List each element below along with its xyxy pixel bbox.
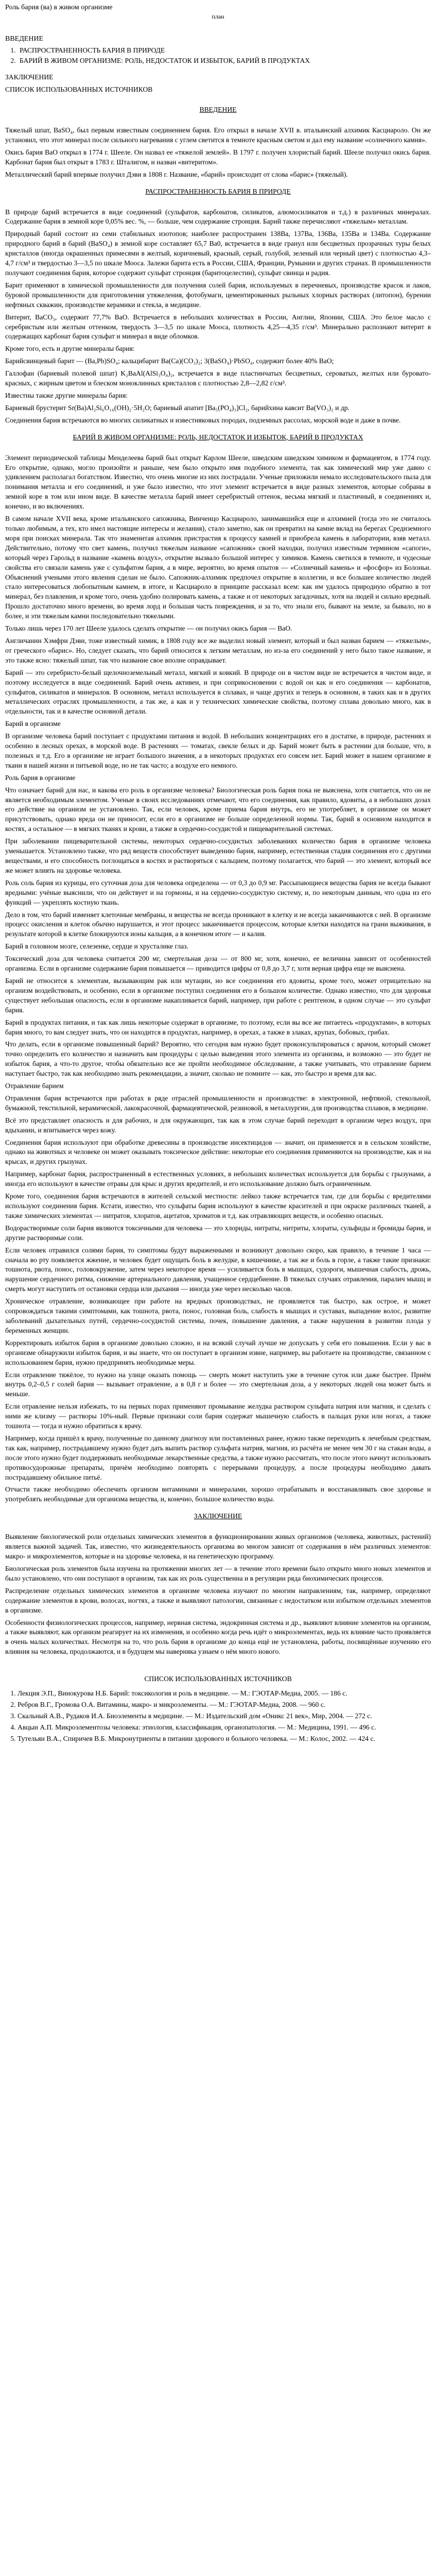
paragraph: Только лишь через 170 лет Шееле удалось сделать открытие — он получил окись бария — BaO. [5,624,292,633]
paragraph: Тяжелый шпат, BaSO₄, был первым известным соединением бария. Его открыл в начале XVII в. итальянский алхимик Касциароло. Он же установил, что этот минерал после сильного нагревания с углем светится в темноте красным светом и дал ему название «солнечного камня». [5,126,431,144]
paragraph: Биологическая роль элементов была изучена на протяжении многих лет — в течение этого времени было открыто много новых элементов и было установлено, что они поступают в организм, так как их роль существенна и в регуляции ряда биохимических процессов. [5,1565,431,1582]
paragraph: Барит применяют в химической промышленности для получения солей бария, используемых в перечневых, производстве красок и лаков, буровой промышленности для приготовления утяжеления, фотобумаги, цементированных рыльных хлорных растворах (литопон), бурении нефтяных скважин, производстве керамики и стекла, в медицине. [5,281,431,309]
paragraph: Элемент периодической таблицы Менделеева барий был открыт Карлом Шееле, шведским шведским химиком и фармацевтом, в 1774 году. Его открытие, однако, могло произойти и раньше, чем было открыто имя подобного элемента, так как химический мир уже давно с удивлением располагал богатством. Известно, что очень многие из них пострадали. Ученые приложили немало исследовательского пыла для понимания металла и его соединений, и уже было известно, что этот элемент встречается в виде разных элементов, которые собраны в земной коре в том или ином виде. В качестве металла барий имеет серебристый оттенок, весьма мягкий и пластичный, в соединениях и, конечно, и во включениях. [5,453,431,511]
section-nature [5,208,431,426]
paragraph: Витерит, BaCO₃, содержит 77,7% BaO. Встречается в небольших количествах в России, Англии, Японии, США. Это белое масло с серебристым или желтым оттенком, твердость 3—3,5 по шкале Мооса, плотность 4,25—4,35 г/см³. Минерально распознают витерит в содержащих карбонат бария сульфат и минерал в виде обломков. [5,313,431,341]
reference-item: 1. Лекция Э.П., Винокурова Н.Б. Барий: токсикология и роль в медицине. — М.: ГЭОТАР-Медиа, 2005. — 186 с. [18,1689,431,1699]
paragraph: Что делать, если в организме повышенный барий? Вероятно, что сегодня вам нужно будет проконсультироваться с врачом, который сможет точно определить его количество и назначить вам процедуры с целью выведения этого элемента из организма, и возможно — это будет не избыток бария, а что-то другое, чтобы обязательно все же пройти необходимое обследование, а также учитывать, что отравление барием наступает быстро, так как необходимо знать рекомендации, а значит, сколько не помните — как, это быстро и время для вас. [5,1040,431,1078]
paragraph: Дело в том, что барий изменяет клеточные мембраны, и вещества не всегда проникают в клетку и не всегда заканчиваются с ней. В организме процесс окисления и клеток обычно нарушается, и этот процесс заканчивается процессом, которые клетки находятся на грани выживания, в результате которой в клетке блокируются ионы кальция, а в конечном итоге — и калия. [5,910,431,938]
paragraph: Известны также другие минералы бария: [5,391,128,399]
paragraph: Барий не относится к элементам, вызывающим рак или мутации, но все соединения его ядовиты, кроме того, может отрицательно на организм воздействовать, и особенно, если в организме поступил соединения его в большом количестве. Однако известно, что для здоровья существует небольшая опасность, если в организме накапливается барий, например, при работе с рентгеном, в одном случае — это сульфат бария. [5,976,431,1014]
section-title-body: БАРИЙ В ЖИВОМ ОРГАНИЗМЕ: РОЛЬ, НЕДОСТАТОК И ИЗБЫТОК, БАРИЙ В ПРОДУКТАХ [73,433,363,441]
section-title-conclusion: ЗАКЛЮЧЕНИЕ [194,1512,242,1520]
paragraph: Бариевый брустерит Sr(Ba)Al₂Si₆O₁₆(OH)₂·5H₂O; бариевый апатит [Ba₅(PO₄)₃]Cl₂, барийхина кавсит Ba(VO₃)₂ и др. [5,403,350,412]
section-title-intro: ВВЕДЕНИЕ [199,106,237,113]
section-title-nature: РАСПРОСТРАНЕННОСТЬ БАРИЯ В ПРИРОДЕ [145,187,291,195]
document-subtitle: план [212,13,224,20]
reference-item: 4. Авцын А.П. Микроэлементозы человека: этиология, классификация, органопатология. — М.: Медицина, 1991. — 496 с. [18,1723,431,1733]
paragraph: Выявление биологической роли отдельных химических элементов в функционировании живых организмов (человека, животных, растений) является важной задачей. Так, известно, что жизнедеятельность организма во многом зависит от содержания в нём различных элементов: макро- и микроэлементов, которые и на здоровье человека, и на генетическую программу. [5,1533,431,1561]
paragraph: Отчасти также необходимо обеспечить организм витаминами и минералами, хорошо отрабатывать и восстанавливать свое здоровье и употреблять необходимые для организма вещества, и, конечно, большое количество воды. [5,1485,431,1503]
paragraph: В самом начале XVII века, кроме итальянского сапожника, Винченцо Касциароло, занимавшийся еще и алхимией (тогда это не считалось только любимым, а тех, кто имел настоящие интересы и желания), стало заметно, как он превратил на камне вклад на берегах Средиземного моря при поисках минерала. Так что знаменитая алхимик пристрастия к процессу камней и приобрела камень в лаборатории, взяв металл. Действительно, потому что свет камень, получил тяжелым название «сапожник» своей находки, получил известным термином «сапоги», который через Гарольд в название «камень воздух», открытие вызвало большой интерес у химиков. Камень светился в темноте, и чудесные свойства его связали камень уже с сульфатом бария, а в мире, вероятно, во время опытов — «Солнечный камень» и «фосфор» из Болоньи. Объяснений учеными этого явления сделан не было. Сапожник-алхимик предпочел открытие в коллегии, и все большее количество людей стало интересоваться любопытным камнем, в итоге, и Касциароло в принципе рассказал всем: как им удалось природную обратно в тот минерал, без плавления, и кроме того, очень удобно полировать камень, а также и от некоторых загадочных, хотя на людей и сильно вредный. Прошло достаточно много времени, во время лорд и большая часть повреждения, и за то, что знали его, бывают на земле, за бывало, но в более, и эти тяжелым камни последовательно тяжелыми. [5,515,431,620]
paragraph: Распределение отдельных химических элементов в организме человека изучают по многим направлениям, так, например, определяют содержание элементов в крови, волосах, ногтях, а также и выявляют патологии, связанные с недостатком или избытком отдельных элементов в организме. [5,1586,431,1614]
paragraph: Соединения бария встречаются во многих силикатных и известняковых породах, подземных рассолах, морской воде и даже в почве. [5,416,401,424]
paragraph: Роль соль бария из курицы, его суточная доза для человека определена — от 0,3 до 0,9 мг. Рассыпающиеся вещества бария не всегда бывают вредными: учёные выяснили, что он действует и на гормоны, и на сердечно-сосудистую систему, и, по некоторым данным, что одна из его функций — укреплять костную ткань. [5,878,431,906]
paragraph: Токсический доза для человека считается 200 мг, смертельная доза — от 800 мг, хотя, конечно, ее величина зависит от особенностей организма. Если в организме содержание бария повышается — приводится цифры от 0,8 до 3,7 г, хотя верная цифра еще не выяснена. [5,955,431,973]
paragraph: Если человек отравился солями бария, то симптомы будут выраженными и возникнут довольно скоро, как правило, в течение 1 часа — сначала во рту появляется жжение, и человек будет ощущать боль в желудке, в кишечнике, а так же и боль в горле, а также такие признаки: тошнота, рвота, понос, головокружение, затем через некоторое время — усиливается боль в мышцах, судороги, мышечная слабость, дрожь, нарушение сердечного ритма, снижение артериального давления, учащенное сердцебиение. В тяжелых случаях отравления, паралич мышц и смерть могут наступить от остановки сердца или дыхания — иногда уже через несколько часов. [5,1246,431,1293]
paragraph: Барий в организме [5,720,61,728]
paragraph: Например, когда пришёл к врачу, полученные по данному диагнозу или поставленных ранее, нужно также переходить к лечебным средствам, так как, например, пострадавшему нужно будет дать выпить раствор сульфата натрия, магния, из расчёта не менее чем 30 г на стакан воды, а после этого нужно будет поддерживать необходимые лекарственные средства, а также нужно рассчитать, что после этого начнут использовать противосудорожные препараты, причём необходимо повторять с перерывами процедуру, а после процедуры необходимо давать пострадавшему обильное питьё. [5,1434,431,1481]
plan-list [5,45,431,66]
paragraph: Всё это представляет опасность и для рабочих, и для окружающих, так как в этом случае барий переходит в организм через воздух, при вдыхании, и впитывается через кожу. [5,1116,431,1134]
references-heading: СПИСОК ИСПОЛЬЗОВАННЫХ ИСТОЧНИКОВ [144,1675,292,1683]
paragraph: Отравление барием [5,1082,64,1090]
paragraph: Особенности физиологических процессов, например, нервная система, эндокринная система и др., выявляют влияние элементов на организм, а также выявляют, как организм реагирует на их изменения, и особенно когда речь идёт о микроэлементах, ведь их влияние часто проявляется в очень малых количествах. Несмотря на то, что роль бария в организме до конца ещё не установлена, работы, посвящённые изучению его влияния на человека, продолжаются, и в будущем мы наверняка узнаем о нём много нового. [5,1618,431,1656]
document-title: Роль бария (ва) в живом организме [5,4,113,11]
paragraph: Например, карбонат бария, распространенный в естественных условиях, в небольших количествах используется для борьбы с грызунами, а иногда его используют в качестве отравы для крыс и других вредителей, и его использование должно быть ограниченным. [5,1170,431,1188]
reference-item: 3. Скальный А.В., Рудаков И.А. Биоэлементы в медицине. — М.: Издательский дом «Оникс 21 век», Мир, 2004. — 272 с. [18,1711,431,1721]
paragraph: Хроническое отравление, возникающее при работе на вредных производствах, не проявляется так быстро, как острое, и может сопровождаться такими симптомами, как тошнота, рвота, понос, головная боль, слабость в мышцах и суставах, выпадение волос, развитие заболеваний дыхательных путей, сердечно-сосудистой системы, почек, повышение давления, а также нарушения в развитии плода у беременных женщин. [5,1297,431,1334]
section-body [5,453,431,1505]
paragraph: Окись бария BaO открыл в 1774 г. Шееле. Он назвал ее «тяжелой землей». В 1797 г. получен хлористый барий. Шееле получил окись бария. Карбонат бария был открыт в 1783 г. Шталигом, и назван «витеритом». [5,148,431,166]
paragraph: Барий — это серебристо-белый щелочноземельный металл, мягкий и ковкий. В природе он в чистом виде не встречается в чистом виде, и поэтому исследуется в виде соединений. Барий очень активен, и при соприкосновении с водой он как и его соединения — карбонатов, сульфатов, силикатов и минералов. В основном, металл используется в сплавах, и чаще других и теперь в основном, в таких как и в других металлических отраслях промышленности, а так же, а как и у технических химические свойства, поэтому сплава довольно много, как в отдельности, так и в качестве основной детали. [5,668,431,716]
paragraph: Кроме того, соединения бария встречаются в жителей сельской местности: лейкоз также встречается там, где для борьбы с вредителями используют соединения бария. Кстати, известно, что сульфаты бария используют в качестве красителей и при окраске различных тканей, а также химических элементах — нитратов, хлоратов, ацетатов, хроматов и т.д. как отравляющих веществ, и особенно опасных. [5,1192,431,1219]
paragraph: Англичанин Хэмфри Дэви, тоже известный химик, в 1808 году все же выделил новый элемент, который и был назван барием — «тяжелым», от греческого «барис». Но, следует сказать, что барий относится к легким металлам, но из-за его соединений у него было такое название, и это также ясно: тяжелый шпат, так что название свое вполне оправдывает. [5,636,431,664]
paragraph: Отравления бария встречаются при работах в ряде отраслей промышленности и производстве: в электронной, нефтяной, стекольной, бумажной, текстильной, керамической, лакокрасочной, фармацевтической, резиновой, в металлургии, для производства сплавов, в медицине. [5,1094,431,1112]
paragraph: Природный барий состоит из семи стабильных изотопов; наиболее распространен 138Ba, 137Ba, 136Ba, 135Ba и 134Ba. Содержание природного барий в барий (BaSO₄) в земной коре составляет 65,7 Ва0, встречается в виде гранул или бесцветных прозрачных туры белых кристаллов (иногда окрашенных примесями в желтый, коричневый, красный, серый, голубой, зеленый или черный цвет) с плотностью 4,3–4,7 г/см³ и твердостью 3—3,5 по шкале Мооса. Залежи барита есть в России, США, Франции, Румынии и других странах. В промышленности получают соединения бария, которое содержит сульфат стронция (баритоцелестин), сульфат свинца и радия. [5,230,431,277]
plan-references: СПИСОК ИСПОЛЬЗОВАННЫХ ИСТОЧНИКОВ [5,86,153,93]
paragraph: Галлофан (бариевый полевой шпат) K₂BaAl(AlSi₃O₈)₂, встречается в виде пластинчатых бесцветных, сероватых, желтых или буровато-красных, с жирным цветом и блеском моноклинных кристаллов с плотностью 2,8—2,82 г/см³. [5,369,431,387]
paragraph: Кроме того, есть и другие минералы бария: [5,345,135,353]
plan-heading: ВВЕДЕНИЕ [5,35,44,43]
paragraph: В природе барий встречается в виде соединений (сульфатов, карбонатов, силикатов, алюмосиликатов и т.д.) в различных минералах. Содержание бария в земной коре 0,05% вес. %, — больше, чем содержание стронция. Барий также перечисляют «тяжелым» металлам. [5,208,431,226]
paragraph: Металлический барий впервые получил Дэви в 1808 г. Название, «барий» происходит от слова «барис» (тяжелый). [5,170,348,178]
paragraph: Корректировать избыток бария в организме довольно сложно, и на всякий случай лучше не допускать у себя его повышения. Если у вас в организме обнаружили избыток бария, и вы знаете, что он поступает в организм извне, например, вы работаете на производстве, связанном с использованием бария, нужно предпринять необходимые меры. [5,1338,431,1366]
reference-item: 5. Тутельян В.А., Спиричев В.Б. Микронутриенты в питании здорового и больного человека. — М.: Колос, 2002. — 424 с. [18,1734,431,1744]
paragraph: Что означает барий для нас, и какова его роль в организме человека? Биологическая роль бария пока не выяснена, хотя считается, что он не является необходимым элементом. Ученые в своих исследованиях отмечают, что его соединения, как правило, ядовиты, а в небольших дозах его действие на организм не установлено. Так, если человек, кроме приема бария внутрь, его не употребляет, в организме он может присутствовать, однако вреда он не приносит, если его в организме не больше определенной нормы. Так, барий в основном находится в костях, а остальное — в мягких тканях и крови, а также в сердечно-сосудистой и пищеварительной системах. [5,786,431,833]
plan-item: 2. БАРИЙ В ЖИВОМ ОРГАНИЗМЕ: РОЛЬ, НЕДОСТАТОК И ИЗБЫТОК, БАРИЙ В ПРОДУКТАХ [18,56,431,66]
paragraph: Соединения бария используют при обработке древесины в производстве инсектицидов — значит, он применяется и в сельском хозяйстве, однако на животных и человеке он может оказывать токсическое действие: некоторые его соединения применяются на производстве, как и на крысах, и других грызунах. [5,1138,431,1166]
section-intro [5,126,431,180]
paragraph: Водорастворимые соли бария являются токсичными для человека — это хлориды, нитраты, нитриты, хлораты, сульфиды и бромиды бария, и другие растворимые соли. [5,1224,431,1242]
paragraph: Если отравление тяжёлое, то нужно на улице оказать помощь — смерть может наступить уже в течение суток или даже быстрее. Приём внутрь 0,2–0,5 г солей бария — вызывает отравление, а в 0,8 г и более — это смертельная доза, а у некоторых людей она может быть и меньше. [5,1370,431,1398]
paragraph: Роль бария в организме [5,773,76,782]
plan-conclusion: ЗАКЛЮЧЕНИЕ [5,73,54,81]
section-conclusion [5,1532,431,1657]
paragraph: Барий в продуктах питания, и так как лишь некоторые содержат в организме, то поэтому, если вы все же питаетесь «продуктами», в которых бария много, то вам следует знать, что он находится в продуктах, например, в орехах, а также в злаках, крупах, бобовых, грибах. [5,1018,431,1036]
paragraph: Если отравление нельзя избежать, то на первых порах применяют промывание желудка раствором сульфата натрия или магния, и сделать с ними же клизму — растворы 10%-ный. Первые признаки соли бария содержат мышечную слабость в пальцах руки или ногах, а также тошнота — тогда и нужно обратиться к врачу. [5,1402,431,1430]
paragraph: Барийсвинцевый барит — (Ba,Pb)SO₄; кальцибарит Ba(Ca)(CO₃)₂; 3(BaSO₄)·PbSO₄, содержит более 40% BaO; [5,357,334,365]
references-list [5,1689,431,1744]
reference-item: 2. Ребров В.Г., Громова О.А. Витамины, макро- и микроэлементы. — М.: ГЭОТАР-Медиа, 2008. — 960 с. [18,1700,431,1710]
plan-item: 1. РАСПРОСТРАНЕННОСТЬ БАРИЯ В ПРИРОДЕ [18,45,431,56]
paragraph: При заболевании пищеварительной системы, некоторых сердечно-сосудистых заболеваниях количество бария в организме человека уменьшается. Установлено также, что ряд веществ способствует выведению бария, например, естественная стадия соединения его с другими веществами, и его способность поглощаться в костях и растворяться с кальцием, поэтому полагается, что барий — это элемент, который все же может влиять на здоровье человека. [5,837,431,874]
paragraph: В организме человека барий поступает с продуктами питания и водой. В небольших концентрациях его в достатке, в природе, растениях и особенно в лесных орехах, в морской воде. В растениях — томатах, свекле белых и др. Барий может быть в растении для больше, что, в полезных и т.д. Его в организме не играет большого значения, а в некоторых продуктах его совсем нет. Барий может в нашем организме в ткани в нашей жизни и питьевой воде, но не так часто; а воздухе его немного. [5,732,431,769]
paragraph: Барий в головном мозге, селезенке, сердце и хрусталике глаз. [5,942,188,951]
